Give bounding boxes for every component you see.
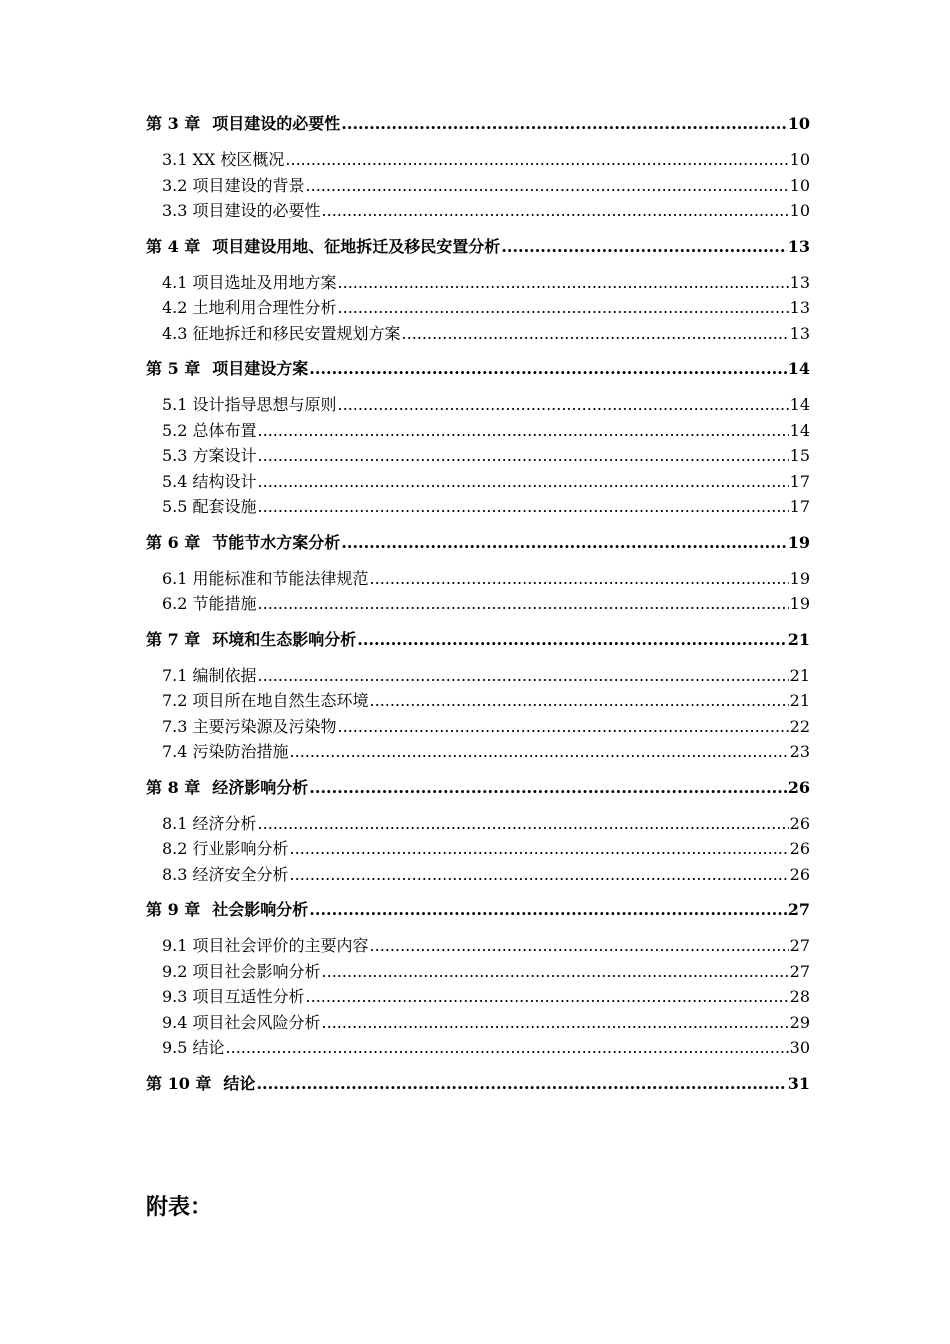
dot-leader bbox=[370, 688, 789, 714]
page-number: 21 bbox=[787, 629, 810, 649]
dot-leader bbox=[258, 494, 789, 520]
dot-leader bbox=[322, 1010, 789, 1036]
toc-section-entry[interactable] bbox=[146, 984, 810, 1010]
dot-leader bbox=[306, 173, 789, 199]
chapter-title: 项目建设的必要性 bbox=[212, 114, 341, 133]
section-label: 5.1 设计指导思想与原则 bbox=[162, 395, 337, 414]
dot-leader bbox=[322, 198, 789, 224]
toc-section-entry[interactable] bbox=[146, 959, 810, 985]
section-label: 5.4 结构设计 bbox=[162, 471, 257, 491]
dot-leader bbox=[258, 443, 789, 469]
chapter-label bbox=[146, 776, 308, 800]
dot-leader bbox=[338, 392, 789, 418]
section-label: 6.2 节能措施 bbox=[162, 594, 257, 613]
page-number: 17 bbox=[789, 497, 810, 516]
dot-leader bbox=[338, 714, 789, 740]
toc-chapter-entry[interactable] bbox=[146, 628, 810, 652]
section-label: 7.2 项目所在地自然生态环境 bbox=[162, 691, 369, 710]
section-label: 9.5 结论 bbox=[162, 1038, 225, 1057]
dot-leader bbox=[370, 566, 789, 592]
toc-section-entry[interactable] bbox=[146, 811, 810, 837]
page-number: 14 bbox=[789, 420, 810, 440]
page-number: 30 bbox=[789, 1038, 810, 1057]
toc-chapter-entry[interactable] bbox=[146, 357, 810, 381]
page-number: 13 bbox=[789, 272, 810, 292]
dot-leader bbox=[258, 418, 789, 444]
section-label: 9.4 项目社会风险分析 bbox=[162, 1012, 321, 1032]
toc-chapter-entry[interactable] bbox=[146, 776, 810, 800]
page-number: 13 bbox=[789, 298, 810, 317]
section-label: 9.1 项目社会评价的主要内容 bbox=[162, 936, 369, 955]
page-number: 10 bbox=[789, 150, 810, 169]
chapter-label bbox=[146, 112, 340, 136]
toc-section-entry[interactable] bbox=[146, 147, 810, 173]
toc-chapter-entry[interactable] bbox=[146, 235, 810, 259]
chapter-title: 项目建设方案 bbox=[212, 359, 309, 378]
page-number: 19 bbox=[789, 568, 810, 588]
dot-leader bbox=[341, 531, 786, 555]
chapter-label bbox=[146, 235, 500, 259]
page-number: 26 bbox=[789, 839, 810, 858]
section-label: 5.2 总体布置 bbox=[162, 420, 257, 440]
chapter-title: 结论 bbox=[223, 1073, 256, 1093]
chapter-label bbox=[146, 628, 356, 652]
toc-section-entry[interactable] bbox=[146, 862, 810, 888]
toc-chapter-entry[interactable] bbox=[146, 1072, 810, 1096]
dot-leader bbox=[256, 1072, 786, 1096]
dot-leader bbox=[290, 836, 789, 862]
page-number: 17 bbox=[789, 471, 810, 491]
dot-leader bbox=[338, 295, 789, 321]
page-number: 26 bbox=[789, 813, 810, 833]
page-number: 10 bbox=[787, 114, 810, 133]
chapter-label bbox=[146, 898, 308, 922]
toc-chapter-entry[interactable] bbox=[146, 531, 810, 555]
page-number: 26 bbox=[787, 777, 810, 797]
section-label: 8.3 经济安全分析 bbox=[162, 864, 289, 884]
page-number: 13 bbox=[789, 323, 810, 343]
toc-section-entry[interactable] bbox=[146, 933, 810, 959]
page-number: 27 bbox=[789, 961, 810, 981]
page-number: 10 bbox=[789, 201, 810, 220]
toc-section-entry[interactable] bbox=[146, 418, 810, 444]
page-number: 28 bbox=[789, 987, 810, 1006]
chapter-title: 环境和生态影响分析 bbox=[212, 629, 357, 649]
section-label: 8.2 行业影响分析 bbox=[162, 839, 289, 858]
page-number: 15 bbox=[789, 446, 810, 465]
dot-leader bbox=[258, 663, 789, 689]
toc-section-entry[interactable] bbox=[146, 295, 810, 321]
dot-leader bbox=[285, 147, 788, 173]
chapter-number: 第 9 章 bbox=[146, 900, 201, 919]
page-number: 21 bbox=[789, 665, 810, 685]
chapter-title: 项目建设用地、征地拆迁及移民安置分析 bbox=[212, 236, 501, 256]
table-of-contents bbox=[146, 112, 810, 1096]
toc-section-entry[interactable] bbox=[146, 270, 810, 296]
chapter-number: 第 6 章 bbox=[146, 532, 201, 552]
section-label: 7.4 污染防治措施 bbox=[162, 742, 289, 761]
page-number: 19 bbox=[787, 532, 810, 552]
page-number: 31 bbox=[787, 1073, 810, 1093]
toc-section-entry[interactable] bbox=[146, 663, 810, 689]
chapter-label bbox=[146, 1072, 255, 1096]
toc-section-entry[interactable] bbox=[146, 739, 810, 765]
toc-section-entry[interactable] bbox=[146, 714, 810, 740]
page-number: 27 bbox=[789, 936, 810, 955]
toc-section-entry[interactable] bbox=[146, 1010, 810, 1036]
page-number: 19 bbox=[789, 594, 810, 613]
dot-leader bbox=[290, 739, 789, 765]
section-label: 9.2 项目社会影响分析 bbox=[162, 961, 321, 981]
section-label: 5.5 配套设施 bbox=[162, 497, 257, 516]
section-label: 3.3 项目建设的必要性 bbox=[162, 201, 321, 220]
section-label: 3.1 XX 校区概况 bbox=[162, 150, 285, 169]
dot-leader bbox=[309, 357, 786, 381]
section-label: 9.3 项目互适性分析 bbox=[162, 987, 305, 1006]
dot-leader bbox=[338, 270, 789, 296]
toc-section-entry[interactable] bbox=[146, 443, 810, 469]
appendix-heading: 附表： bbox=[146, 1194, 213, 1220]
dot-leader bbox=[501, 235, 786, 259]
toc-chapter-entry[interactable] bbox=[146, 112, 810, 136]
dot-leader bbox=[258, 591, 789, 617]
section-label: 7.3 主要污染源及污染物 bbox=[162, 716, 337, 736]
toc-chapter-entry[interactable] bbox=[146, 898, 810, 922]
section-label: 4.1 项目选址及用地方案 bbox=[162, 272, 337, 292]
section-label: 8.1 经济分析 bbox=[162, 813, 257, 833]
page-number: 27 bbox=[787, 900, 810, 919]
page-number: 21 bbox=[789, 691, 810, 710]
dot-leader bbox=[402, 321, 789, 347]
toc-section-entry[interactable] bbox=[146, 688, 810, 714]
chapter-number: 第 7 章 bbox=[146, 629, 201, 649]
toc-section-entry[interactable] bbox=[146, 1035, 810, 1061]
page-number: 14 bbox=[789, 395, 810, 414]
page-number: 29 bbox=[789, 1012, 810, 1032]
toc-section-entry[interactable] bbox=[146, 321, 810, 347]
chapter-label bbox=[146, 531, 340, 555]
section-label: 6.1 用能标准和节能法律规范 bbox=[162, 568, 369, 588]
dot-leader bbox=[322, 959, 789, 985]
dot-leader bbox=[370, 933, 789, 959]
toc-section-entry[interactable] bbox=[146, 566, 810, 592]
toc-section-entry[interactable] bbox=[146, 494, 810, 520]
toc-section-entry[interactable] bbox=[146, 392, 810, 418]
section-label: 5.3 方案设计 bbox=[162, 446, 257, 465]
section-label: 3.2 项目建设的背景 bbox=[162, 175, 305, 195]
section-label: 4.2 土地利用合理性分析 bbox=[162, 298, 337, 317]
section-label: 7.1 编制依据 bbox=[162, 665, 257, 685]
toc-section-entry[interactable] bbox=[146, 836, 810, 862]
chapter-label bbox=[146, 357, 308, 381]
dot-leader bbox=[290, 862, 789, 888]
dot-leader bbox=[357, 628, 786, 652]
page-number: 14 bbox=[787, 359, 810, 378]
chapter-number: 第 10 章 bbox=[146, 1073, 212, 1093]
chapter-title: 节能节水方案分析 bbox=[212, 532, 341, 552]
chapter-number: 第 8 章 bbox=[146, 777, 201, 797]
page-number: 13 bbox=[787, 236, 810, 256]
dot-leader bbox=[306, 984, 789, 1010]
toc-section-entry[interactable] bbox=[146, 198, 810, 224]
toc-section-entry[interactable] bbox=[146, 469, 810, 495]
dot-leader bbox=[258, 811, 789, 837]
section-label: 4.3 征地拆迁和移民安置规划方案 bbox=[162, 323, 401, 343]
dot-leader bbox=[258, 469, 789, 495]
chapter-title: 经济影响分析 bbox=[212, 777, 309, 797]
toc-section-entry[interactable] bbox=[146, 591, 810, 617]
dot-leader bbox=[309, 776, 786, 800]
dot-leader bbox=[341, 112, 786, 136]
page-number: 23 bbox=[789, 742, 810, 761]
toc-section-entry[interactable] bbox=[146, 173, 810, 199]
page-number: 10 bbox=[789, 175, 810, 195]
dot-leader bbox=[226, 1035, 789, 1061]
chapter-number: 第 3 章 bbox=[146, 114, 201, 133]
chapter-number: 第 5 章 bbox=[146, 359, 201, 378]
chapter-number: 第 4 章 bbox=[146, 236, 201, 256]
page-number: 26 bbox=[789, 864, 810, 884]
chapter-title: 社会影响分析 bbox=[212, 900, 309, 919]
page-number: 22 bbox=[789, 716, 810, 736]
dot-leader bbox=[309, 898, 786, 922]
